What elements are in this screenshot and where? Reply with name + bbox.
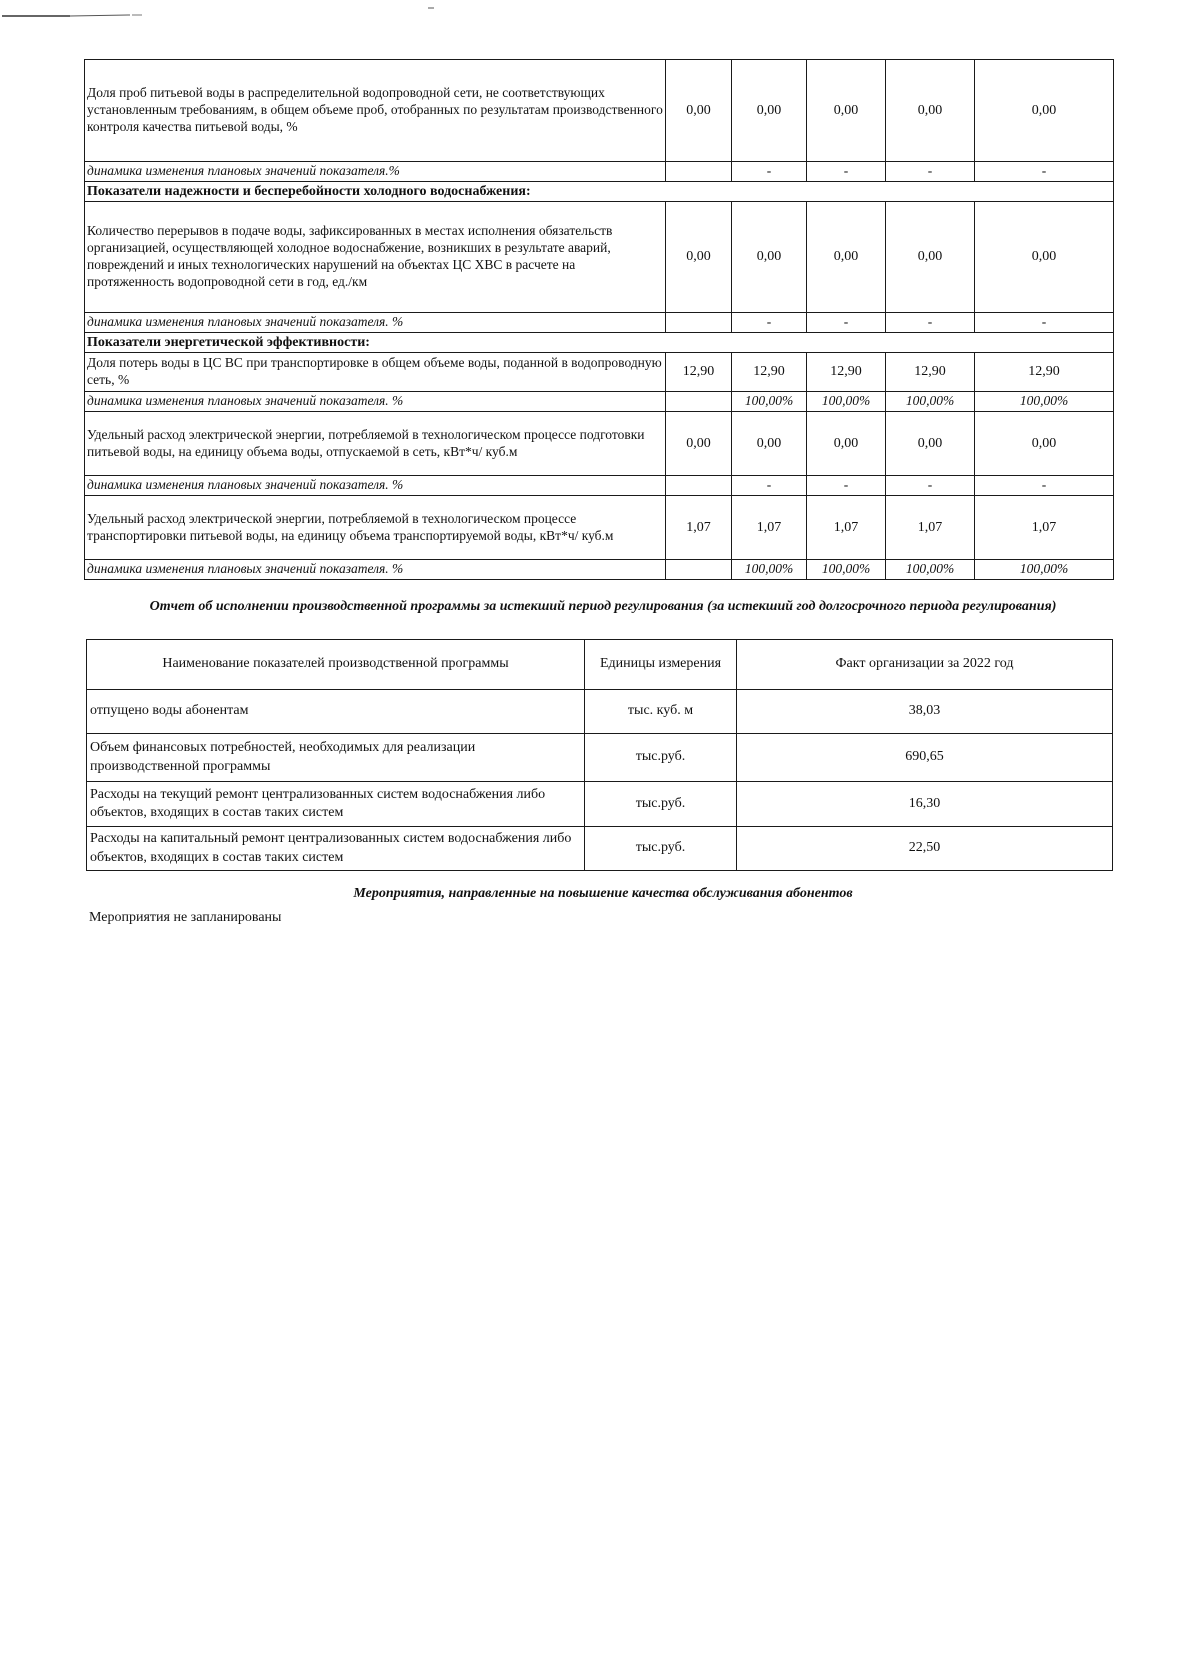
dynamics-label: динамика изменения плановых значений показателя. % — [85, 313, 666, 333]
indicator-value: 0,00 — [886, 202, 975, 313]
indicator-value: 0,00 — [666, 60, 732, 162]
production-program-report-table — [86, 639, 1113, 871]
dynamics-value: - — [807, 313, 886, 333]
dynamics-label: динамика изменения плановых значений показателя.% — [85, 162, 666, 182]
measures-title: Мероприятия, направленные на повышение качества обслуживания абонентов — [353, 886, 853, 901]
dynamics-value: 100,00% — [975, 392, 1114, 412]
report-row-name: Объем финансовых потребностей, необходимых для реализации производственной программы — [87, 734, 585, 782]
indicator-label: Удельный расход электрической энергии, потребляемой в технологическом процессе подготовки питьевой воды, на единицу объема воды, отпускаемой в сеть, кВт*ч/ куб.м — [85, 412, 666, 476]
report-row — [87, 782, 1113, 827]
dynamics-row — [85, 392, 1114, 412]
section-heading-energy: Показатели энергетической эффективности: — [85, 333, 1114, 353]
report-row-name: Расходы на капитальный ремонт централизованных систем водоснабжения либо объектов, входящих в состав таких систем — [87, 827, 585, 871]
indicator-value: 0,00 — [732, 60, 807, 162]
dynamics-value: 100,00% — [807, 560, 886, 580]
dynamics-value: 100,00% — [732, 560, 807, 580]
dynamics-label: динамика изменения плановых значений показателя. % — [85, 392, 666, 412]
report-row-unit: тыс.руб. — [585, 782, 737, 827]
dynamics-value: - — [975, 162, 1114, 182]
report-row-name: Расходы на текущий ремонт централизованных систем водоснабжения либо объектов, входящих в состав таких систем — [87, 782, 585, 827]
indicator-value: 0,00 — [886, 412, 975, 476]
dynamics-row — [85, 560, 1114, 580]
indicator-value: 1,07 — [975, 496, 1114, 560]
indicator-row — [85, 496, 1114, 560]
header-fact: Факт организации за 2022 год — [737, 640, 1113, 690]
indicator-value: 0,00 — [732, 412, 807, 476]
report-row-fact: 690,65 — [737, 734, 1113, 782]
indicator-value: 0,00 — [732, 202, 807, 313]
report-header-row — [87, 640, 1113, 690]
indicator-value: 0,00 — [807, 202, 886, 313]
header-unit: Единицы измерения — [585, 640, 737, 690]
indicator-value: 1,07 — [666, 496, 732, 560]
indicator-value: 12,90 — [807, 353, 886, 392]
header-indicator-name: Наименование показателей производственной программы — [87, 640, 585, 690]
dynamics-value: - — [886, 313, 975, 333]
dynamics-value: - — [975, 313, 1114, 333]
report-row-fact: 16,30 — [737, 782, 1113, 827]
indicator-value: 0,00 — [666, 412, 732, 476]
indicator-label: Удельный расход электрической энергии, потребляемой в технологическом процессе транспортировки питьевой воды, на единицу объема транспортируемой воды, кВт*ч/ куб.м — [85, 496, 666, 560]
dynamics-value: - — [886, 476, 975, 496]
dynamics-value — [666, 476, 732, 496]
dynamics-label: динамика изменения плановых значений показателя. % — [85, 476, 666, 496]
report-row-unit: тыс.руб. — [585, 734, 737, 782]
indicator-value: 12,90 — [732, 353, 807, 392]
report-row-unit: тыс. куб. м — [585, 690, 737, 734]
report-row-unit: тыс.руб. — [585, 827, 737, 871]
indicator-value: 1,07 — [732, 496, 807, 560]
indicator-value: 0,00 — [886, 60, 975, 162]
report-row — [87, 827, 1113, 871]
indicator-row — [85, 202, 1114, 313]
dynamics-value: - — [807, 476, 886, 496]
report-row-fact: 38,03 — [737, 690, 1113, 734]
dynamics-value — [666, 313, 732, 333]
dynamics-value: 100,00% — [886, 392, 975, 412]
dynamics-value: - — [975, 476, 1114, 496]
indicator-value: 0,00 — [807, 60, 886, 162]
indicator-value: 0,00 — [975, 412, 1114, 476]
dynamics-value: - — [732, 162, 807, 182]
indicator-value: 0,00 — [975, 60, 1114, 162]
dynamics-value: - — [732, 476, 807, 496]
dynamics-row — [85, 476, 1114, 496]
indicator-value: 12,90 — [666, 353, 732, 392]
report-row-name: отпущено воды абонентам — [87, 690, 585, 734]
scan-artifact-marks — [0, 0, 1200, 30]
indicators-table — [84, 59, 1114, 580]
dynamics-value: - — [807, 162, 886, 182]
dynamics-value: 100,00% — [975, 560, 1114, 580]
indicator-value: 1,07 — [807, 496, 886, 560]
indicator-label: Доля потерь воды в ЦС ВС при транспортировке в общем объеме воды, поданной в водопроводную сеть, % — [85, 353, 666, 392]
dynamics-value: - — [886, 162, 975, 182]
report-row-fact: 22,50 — [737, 827, 1113, 871]
section-heading-row — [85, 333, 1114, 353]
section-heading-row — [85, 182, 1114, 202]
dynamics-row — [85, 162, 1114, 182]
report-row — [87, 690, 1113, 734]
dynamics-row — [85, 313, 1114, 333]
indicator-row — [85, 353, 1114, 392]
dynamics-value — [666, 560, 732, 580]
indicator-value: 12,90 — [975, 353, 1114, 392]
indicator-value: 0,00 — [807, 412, 886, 476]
dynamics-value — [666, 162, 732, 182]
indicator-row — [85, 60, 1114, 162]
indicator-value: 1,07 — [886, 496, 975, 560]
dynamics-value: - — [732, 313, 807, 333]
indicator-label: Доля проб питьевой воды в распределительной водопроводной сети, не соответствующих установленным требованиям, в общем объеме проб, отобранных по результатам производственного контроля качества питьевой воды, % — [85, 60, 666, 162]
dynamics-value: 100,00% — [732, 392, 807, 412]
report-row — [87, 734, 1113, 782]
dynamics-value — [666, 392, 732, 412]
indicator-label: Количество перерывов в подаче воды, зафиксированных в местах исполнения обязательств организацией, осуществляющей холодное водоснабжение, возникших в результате аварий, повреждений и иных технологических нарушений на объектах ЦС ХВС в расчете на протяженность водопроводной сети в год, ед./км — [85, 202, 666, 313]
indicator-row — [85, 412, 1114, 476]
section-heading-reliability: Показатели надежности и бесперебойности холодного водоснабжения: — [85, 182, 1114, 202]
indicator-value: 0,00 — [975, 202, 1114, 313]
indicator-value: 12,90 — [886, 353, 975, 392]
measures-text: Мероприятия не запланированы — [89, 910, 282, 925]
report-caption: Отчет об исполнении производственной программы за истекший период регулирования (за истекший год долгосрочного периода регулирования) — [149, 599, 1057, 614]
dynamics-value: 100,00% — [807, 392, 886, 412]
dynamics-label: динамика изменения плановых значений показателя. % — [85, 560, 666, 580]
indicator-value: 0,00 — [666, 202, 732, 313]
dynamics-value: 100,00% — [886, 560, 975, 580]
